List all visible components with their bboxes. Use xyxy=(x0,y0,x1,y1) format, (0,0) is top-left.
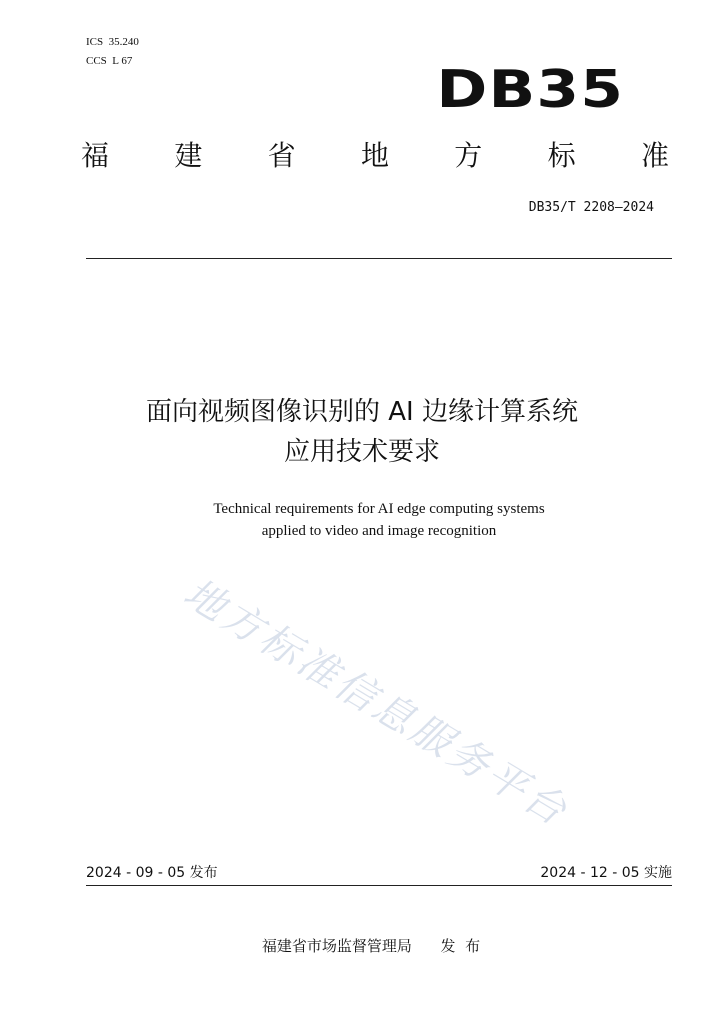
db35-logo: DB35 xyxy=(436,60,624,120)
ics-code: ICS 35.240 xyxy=(86,36,139,48)
chinese-title-line-2: 应用技术要求 xyxy=(283,437,440,467)
bottom-divider xyxy=(86,885,672,886)
standard-type-char: 福 xyxy=(80,139,109,172)
standard-type-heading xyxy=(80,138,670,174)
chinese-title-line-1: 面向视频图像识别的 AI 边缘计算系统 xyxy=(146,397,578,427)
issue-date: 2024 - 09 - 05 发布 xyxy=(86,865,218,881)
publisher: 福建省市场监督管理局 发 布 xyxy=(261,937,481,955)
standard-type-char: 地 xyxy=(360,139,389,172)
standard-number: DB35/T 2208—2024 xyxy=(528,200,654,215)
implementation-date: 2024 - 12 - 05 实施 xyxy=(540,865,672,881)
top-divider xyxy=(86,258,672,259)
standard-type-char: 标 xyxy=(547,139,576,172)
watermark: 地方标准信息服务平台 xyxy=(175,569,577,837)
english-title-line-2: applied to video and image recognition xyxy=(261,523,497,539)
english-title xyxy=(0,498,724,542)
standard-type-char: 准 xyxy=(640,139,669,172)
standard-type-char: 建 xyxy=(174,139,203,172)
ccs-code: CCS L 67 xyxy=(86,55,133,67)
english-title-line-1: Technical requirements for AI edge computing systems xyxy=(213,501,545,517)
standard-type-char: 方 xyxy=(454,139,483,172)
standard-type-char: 省 xyxy=(267,139,296,172)
chinese-title xyxy=(0,392,724,472)
